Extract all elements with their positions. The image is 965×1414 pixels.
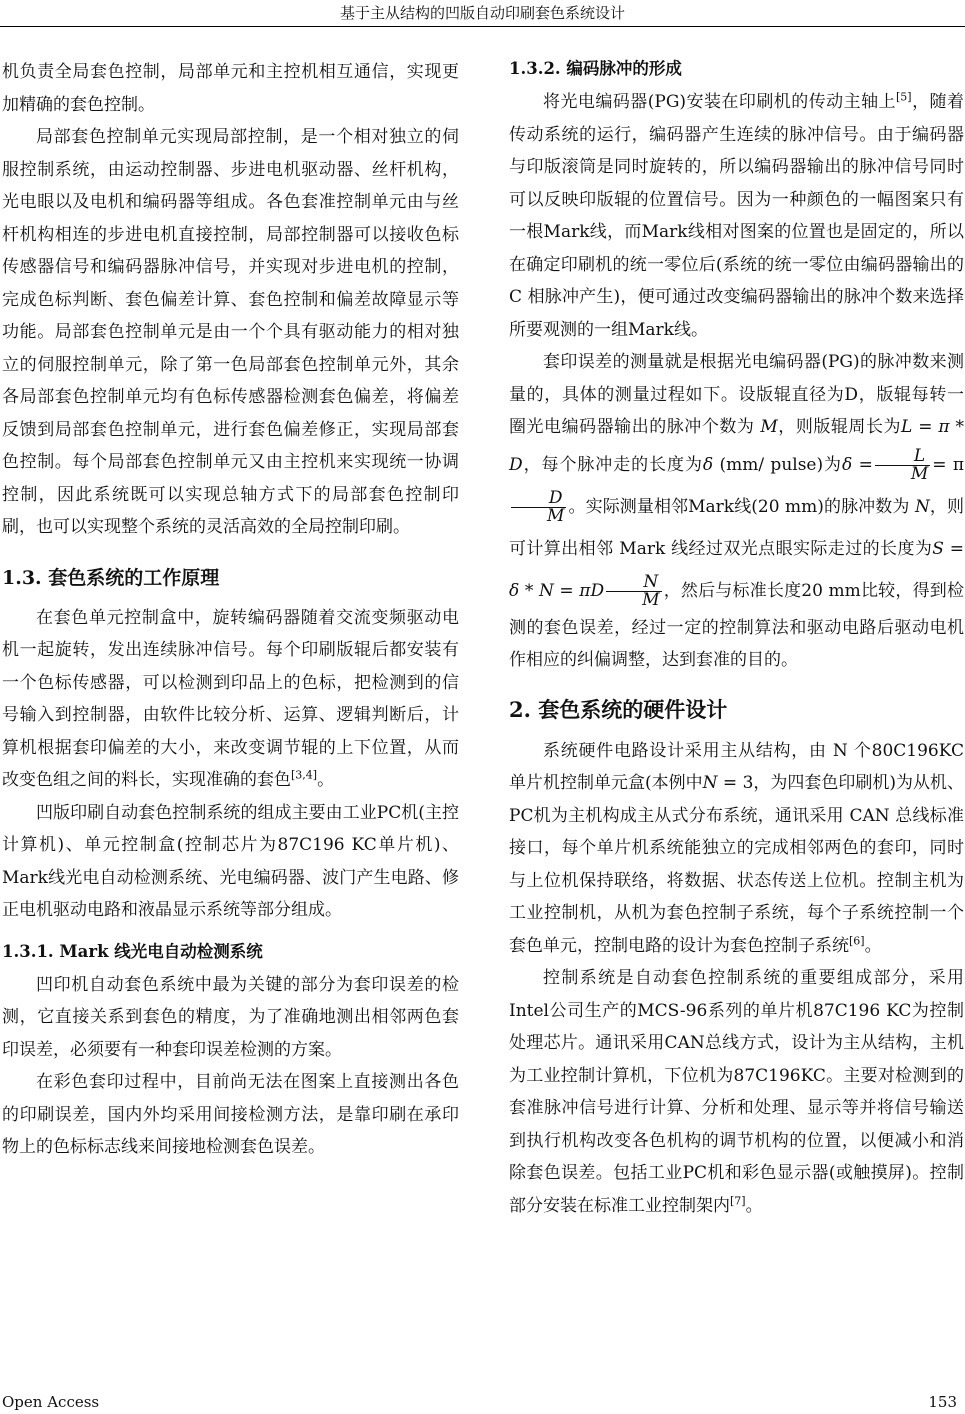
equation-delta-mid: = π xyxy=(932,454,965,475)
right-paragraph-3a: 系统硬件电路设计采用主从结构，由 N 个80C196KC单片机控制单元盒(本例中 xyxy=(509,740,964,793)
section-heading-1-3-2: 1.3.2. 编码脉冲的形成 xyxy=(509,59,682,78)
left-column xyxy=(2,56,459,1164)
left-paragraph-3 xyxy=(2,602,459,797)
citation-5: [5] xyxy=(896,90,912,104)
section-heading-1-3-1: 1.3.1. Mark 线光电自动检测系统 xyxy=(2,941,263,961)
right-paragraph-1b: ，随着传动系统的运行，编码器产生连续的脉冲信号。由于编码器与印版滚筒是同时旋转的，所以编码器输出的脉冲信号同时可以反映印版辊的位置信号。因为一种颜色的一幅图案只有一根Mark线，而Mark线相对图案的位置也是固定的，所以在确定印刷机的统一零位后(系统的统一零位由编码器输出的 C 相脉冲产生)，便可通过改变编码器输出的脉冲个数来选择所要观测的一组Mark线。 xyxy=(509,92,964,340)
fraction-L-over-M xyxy=(875,445,930,484)
fraction-numerator-L: L xyxy=(875,448,930,466)
left-paragraph-2: 局部套色控制单元实现局部控制，是一个相对独立的伺服控制系统，由运动控制器、步进电机驱动器、丝杆机构，光电眼以及电机和编码器等组成。各色套准控制单元由与丝杆机构相连的步进电机直接控制，局部控制器可以接收色标传感器信号和编码器脉冲信号，并实现对步进电机的控制，完成色标判断、套色偏差计算、套色控制和偏差故障显示等功能。局部套色控制单元是由一个个具有驱动能力的相对独立的伺服控制单元，除了第一色局部套色控制单元外，其余各局部套色控制单元均有色标传感器检测套色偏差，将偏差反馈到局部套色控制单元，进行套色偏差修正，实现局部套色控制。每个局部套色控制单元又由主控机来实现统一协调控制，因此系统既可以实现总轴方式下的局部套色控制印刷，也可以实现整个系统的灵活高效的全局控制印刷。 xyxy=(2,127,459,537)
right-paragraph-3b: = 3，为四套色印刷机)为从机、PC机为主机构成主从式分布系统，通讯采用 CAN 总线标准接口，每个单片机系统能独立的完成相邻两色的套印，同时与上位机保持联络，将数据、状态传送上位机。控制主机为工业控制机，从机为套色控制子系统，每个子系统控制一个套色单元，控制电路的设计为套色控制子系统 xyxy=(509,773,965,956)
right-paragraph-1a: 将光电编码器(PG)安装在印刷机的传动主轴上 xyxy=(543,92,897,112)
fraction-denominator-M2: M xyxy=(547,505,565,526)
right-paragraph-2d: (mm/ pulse)为 xyxy=(719,454,842,475)
right-paragraph-4 xyxy=(509,962,964,1222)
fraction-D-over-M xyxy=(511,487,566,526)
right-paragraph-2b: ，则版辊周长为 xyxy=(777,417,901,437)
equation-delta-lhs: δ = xyxy=(842,454,873,475)
left-paragraph-1: 机负责全局套色控制，局部单元和主控机相互通信，实现更加精确的套色控制。 xyxy=(2,62,459,115)
right-paragraph-2c: ，每个脉冲走的长度为 xyxy=(522,454,703,475)
left-paragraph-5: 凹印机自动套色系统中最为关键的部分为套印误差的检测，它直接关系到套色的精度，为了准确地测出相邻两色套印误差，必须要有一种套印误差检测的方案。 xyxy=(2,974,459,1060)
right-paragraph-2a: 套印误差的测量就是根据光电编码器(PG)的脉冲数来测量的，具体的测量过程如下。设版辊直径为D，版辊每转一圈光电编码器输出的脉冲个数为 xyxy=(509,352,964,437)
fraction-denominator-M: M xyxy=(910,463,929,484)
section-heading-2: 2. 套色系统的硬件设计 xyxy=(509,696,728,722)
right-paragraph-2e: 。实际测量相邻Mark线(20 mm)的脉冲数为 xyxy=(568,496,910,517)
right-paragraph-3 xyxy=(509,735,964,963)
running-header: 基于主从结构的凹版自动印刷套色系统设计 xyxy=(0,2,965,27)
footer-open-access: Open Access xyxy=(2,1393,100,1411)
fraction-denominator-M3: M xyxy=(642,589,660,610)
right-paragraph-1 xyxy=(509,86,964,346)
var-delta: δ xyxy=(702,454,714,475)
fraction-numerator-N: N xyxy=(606,574,661,592)
right-paragraph-3-end: 。 xyxy=(864,935,882,956)
right-paragraph-2g: ，然后与标准长度20 mm比较，得到检测的套色误差，经过一定的控制算法和驱动电路后驱动电机作相应的纠偏调整，达到套准的目的。 xyxy=(509,580,964,670)
right-paragraph-4-end: 。 xyxy=(745,1195,763,1216)
left-paragraph-4: 凹版印刷自动套色控制系统的组成主要由工业PC机(主控计算机)、单元控制盒(控制芯片为87C196 KC单片机)、Mark线光电自动检测系统、光电编码器、波门产生电路、修正电机驱动电路和液晶显示系统等部分组成。 xyxy=(2,802,459,920)
section-heading-1-3: 1.3. 套色系统的工作原理 xyxy=(2,566,220,589)
citation-3-4: [3,4] xyxy=(291,768,318,782)
fraction-N-over-M xyxy=(606,571,661,610)
citation-7: [7] xyxy=(730,1193,746,1207)
left-paragraph-3-end: 。 xyxy=(317,770,335,790)
right-column xyxy=(509,56,964,1222)
right-paragraph-4-text: 控制系统是自动套色控制系统的重要组成部分，采用Intel公司生产的MCS-96系列的单片机87C196 KC为控制处理芯片。通讯采用CAN总线方式，设计为主从结构，主机为工业控制计算机，下位机为87C196KC。主要对检测到的套准脉冲信号进行计算、分析和处理、显示等并将信号输送到执行机构改变各色机构的调节机构的位置，以便减小和消除套色误差。包括工业PC机和彩色显示器(或触摸屏)。控制部分安装在标准工业控制架内 xyxy=(509,968,964,1216)
equation-circumference: L = π * D xyxy=(509,417,965,475)
right-paragraph-2f: ，则可计算出相邻 Mark 线经过双光点眼实际走过的长度为 xyxy=(509,496,965,559)
var-N-2: N xyxy=(702,773,718,793)
left-paragraph-6: 在彩色套印过程中，目前尚无法在图案上直接测出各色的印刷误差，国内外均采用间接检测方法，是靠印刷在承印物上的色标标志线来间接地检测套色误差。 xyxy=(2,1072,459,1157)
var-N: N xyxy=(914,496,930,517)
equation-S-lhs: S = δ * N = πD xyxy=(509,538,965,601)
right-paragraph-2 xyxy=(509,346,964,677)
left-paragraph-3-text: 在套色单元控制盒中，旋转编码器随着交流变频驱动电机一起旋转，发出连续脉冲信号。每个印刷版辊后都安装有一个色标传感器，可以检测到印品上的色标，把检测到的信号输入到控制器，由软件比较分析、运算、逻辑判断后，计算机根据套印偏差的大小，来改变调节辊的上下位置，从而改变色组之间的料长，实现准确的套色 xyxy=(2,607,459,790)
page-number: 153 xyxy=(928,1393,957,1411)
fraction-numerator-D: D xyxy=(511,490,566,508)
var-M: M xyxy=(760,417,778,437)
citation-6: [6] xyxy=(849,933,865,947)
